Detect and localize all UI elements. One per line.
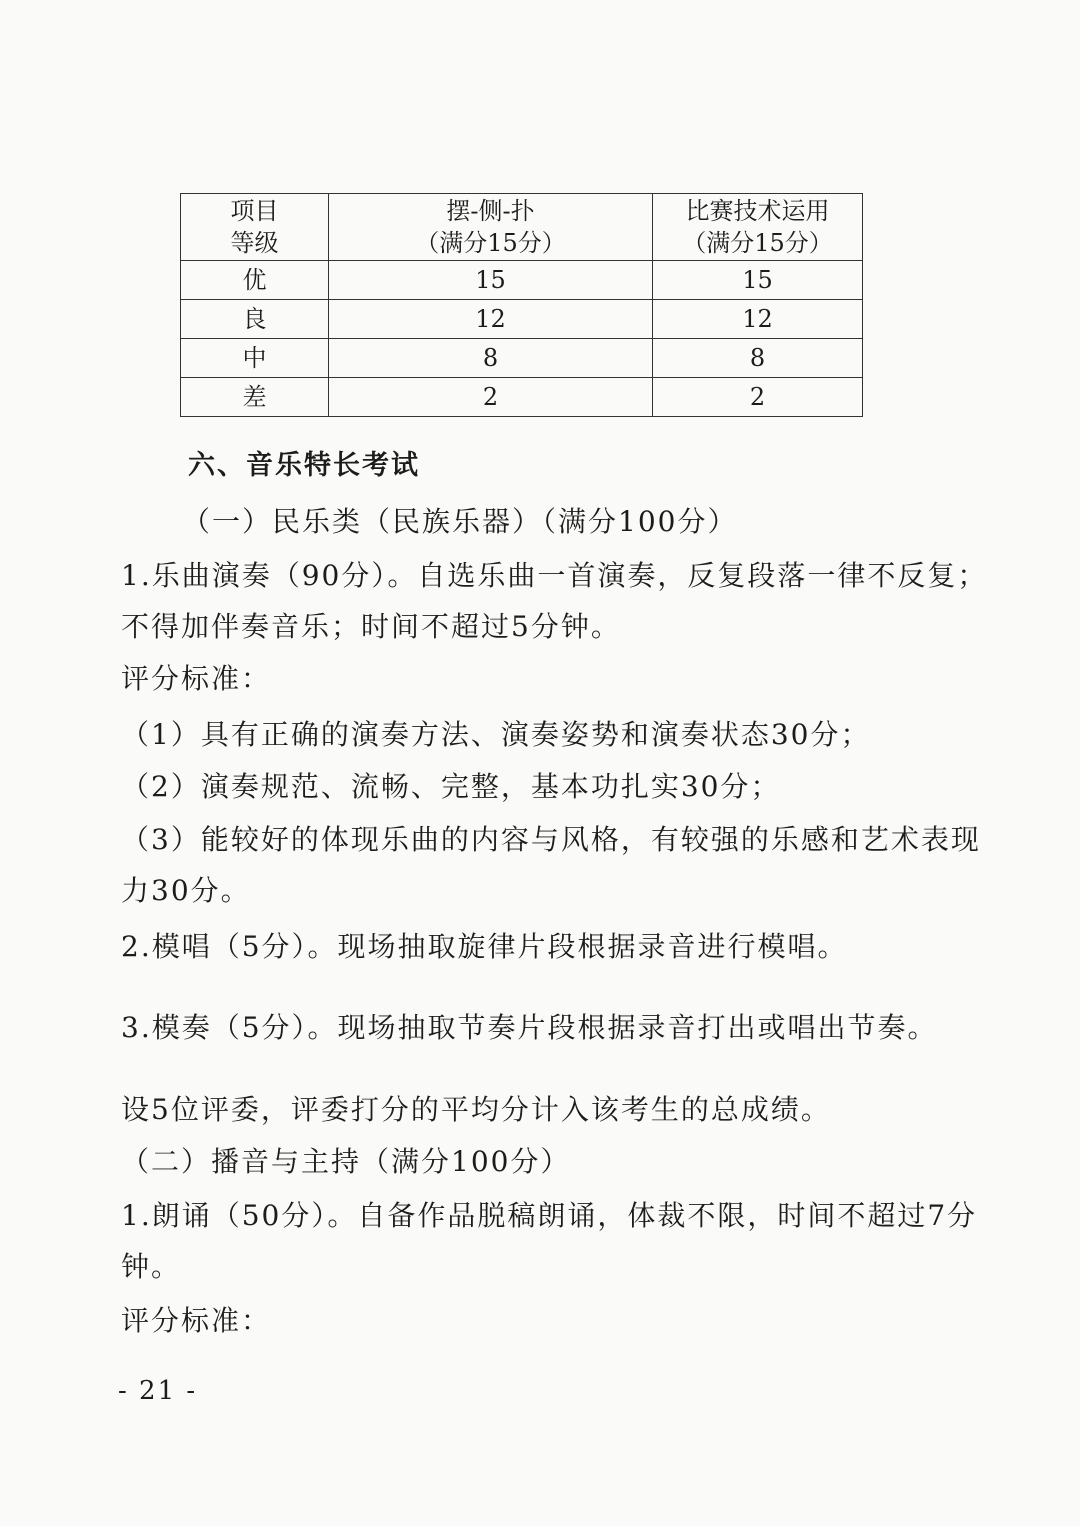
paragraph-line: 钟。 [121,1250,182,1283]
paragraph-line: 2.模唱（5分）。现场抽取旋律片段根据录音进行模唱。 [121,930,848,963]
page-number: - 21 - [118,1376,198,1406]
paragraph-line: 1.乐曲演奏（90分）。自选乐曲一首演奏，反复段落一律不反复； [121,559,988,592]
grading-table [180,193,863,417]
criteria-item: （1）具有正确的演奏方法、演奏姿势和演奏状态30分； [121,718,871,751]
grade-cell: 中 [181,339,329,378]
header-col3-title: 比赛技术运用 [685,197,830,225]
header-cell-col2 [329,194,653,261]
criteria-item-cont: 力30分。 [121,874,251,907]
score-cell: 15 [329,261,653,300]
score-cell: 12 [653,300,863,339]
header-item-label: 项目 [230,197,279,225]
paragraph-line: 3.模奏（5分）。现场抽取节奏片段根据录音打出或唱出节奏。 [121,1011,938,1044]
criteria-label: 评分标准： [121,1304,272,1337]
score-cell: 2 [329,378,653,417]
header-col3-sub: （满分15分） [682,229,833,257]
criteria-item: （2）演奏规范、流畅、完整，基本功扎实30分； [121,770,781,803]
section-heading: 六、音乐特长考试 [188,450,420,481]
paragraph-line: 不得加伴奏音乐；时间不超过5分钟。 [121,610,621,643]
header-col2-sub: （满分15分） [415,229,566,257]
score-cell: 8 [329,339,653,378]
criteria-label: 评分标准： [121,662,272,695]
grade-cell: 良 [181,300,329,339]
table-row [181,339,863,378]
grade-cell: 差 [181,378,329,417]
score-cell: 12 [329,300,653,339]
header-cell-grade [181,194,329,261]
table-row [181,261,863,300]
header-cell-col3 [653,194,863,261]
subsection-heading: （二）播音与主持（满分100分） [121,1145,571,1178]
score-cell: 15 [653,261,863,300]
grade-cell: 优 [181,261,329,300]
score-cell: 8 [653,339,863,378]
paragraph-line: 1.朗诵（50分）。自备作品脱稿朗诵，体裁不限，时间不超过7分 [121,1199,978,1232]
header-grade-label: 等级 [230,229,279,257]
table-row [181,378,863,417]
table-header-row [181,194,863,261]
subsection-heading: （一）民乐类（民族乐器）（满分100分） [182,505,738,538]
score-cell: 2 [653,378,863,417]
table-row [181,300,863,339]
criteria-item: （3）能较好的体现乐曲的内容与风格，有较强的乐感和艺术表现 [121,823,981,856]
paragraph-line: 设5位评委，评委打分的平均分计入该考生的总成绩。 [121,1093,831,1126]
header-col2-title: 摆-侧-扑 [446,197,535,225]
